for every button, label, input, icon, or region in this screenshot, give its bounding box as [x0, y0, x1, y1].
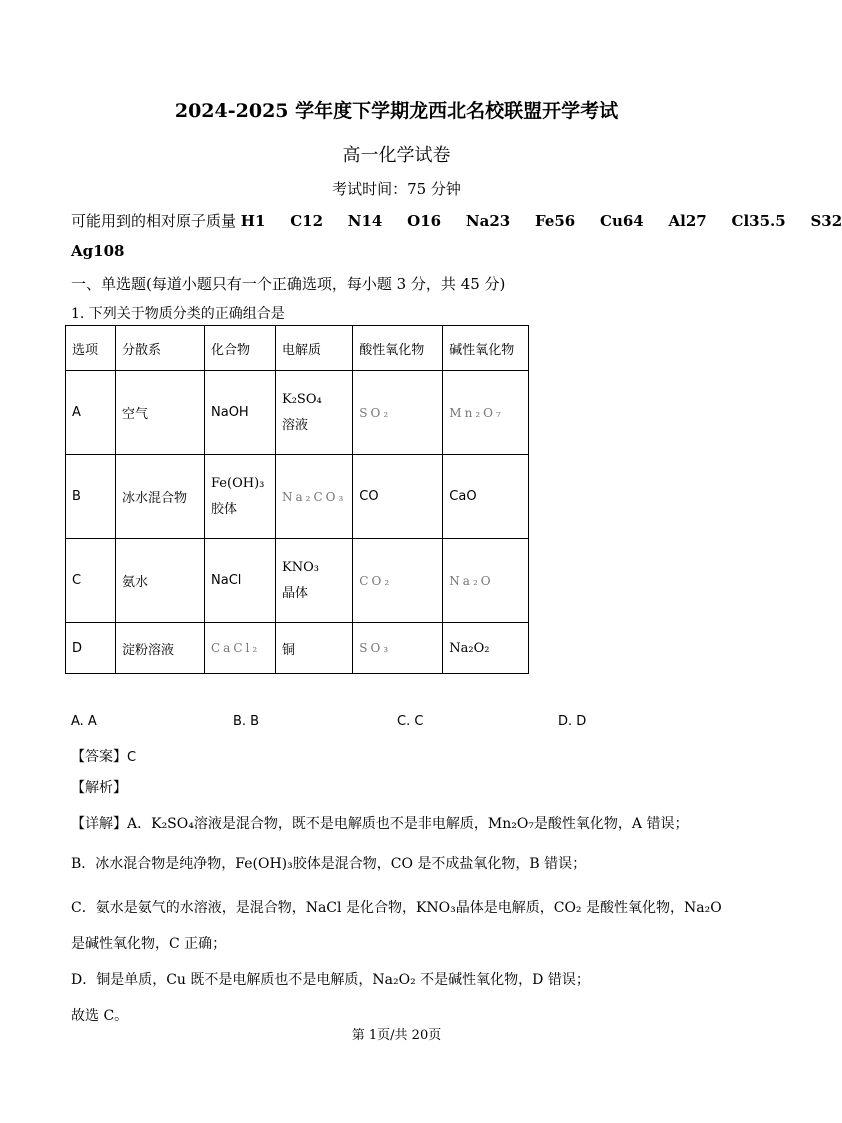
table-row [66, 455, 529, 539]
answer-line [71, 746, 136, 766]
table-cell: SO₃ [353, 623, 443, 674]
exam-title: 2024-2025 学年度下学期龙西北名校联盟开学考试 [174, 100, 619, 122]
detail-line: 是碱性氧化物，C 正确； [71, 936, 227, 952]
question-stem: 1. 下列关于物质分类的正确组合是 [71, 306, 285, 322]
answer-value: C [127, 750, 137, 765]
table-cell: K₂SO₄ 溶液 [276, 371, 353, 455]
atomic-mass: Cu64 [600, 212, 644, 230]
table-cell: D [66, 623, 116, 674]
table-cell: NaOH [205, 371, 276, 455]
table-cell: CO [353, 455, 443, 539]
analysis-tag: 【解析】 [71, 780, 127, 796]
table-cell: 空气 [116, 371, 205, 455]
atomic-mass: Fe56 [534, 212, 576, 230]
option-b: B. B [233, 714, 260, 729]
option-c: C. C [397, 714, 424, 729]
table-row [66, 623, 529, 674]
atomic-mass: Al27 [668, 212, 707, 230]
table-cell: Mn₂O₇ [443, 371, 529, 455]
table-cell: Fe(OH)₃ 胶体 [205, 455, 276, 539]
table-cell: CaCl₂ [205, 623, 276, 674]
atomic-masses-prefix: 可能用到的相对原子质量 [71, 212, 237, 230]
section-heading: 一、单选题(每道小题只有一个正确选项，每小题 3 分，共 45 分) [71, 275, 506, 293]
exam-time: 考试时间：75 分钟 [332, 180, 461, 198]
atomic-mass: Na23 [465, 212, 511, 230]
table-cell: 淀粉溶液 [116, 623, 205, 674]
table-cell: B [66, 455, 116, 539]
answer-tag: 【答案】 [71, 749, 127, 765]
atomic-mass: Cl35.5 [731, 212, 786, 230]
table-header-cell: 碱性氧化物 [443, 326, 529, 371]
table-header-row [66, 326, 529, 371]
table-cell: C [66, 539, 116, 623]
table-cell: Na₂CO₃ [276, 455, 353, 539]
option-d: D. D [558, 714, 587, 729]
atomic-masses-line [71, 210, 842, 231]
detail-line: D．铜是单质，Cu 既不是电解质也不是电解质，Na₂O₂ 不是碱性氧化物，D 错误； [71, 972, 590, 988]
page-footer: 第 1页/共 20页 [351, 1028, 442, 1043]
table-cell: Na₂O [443, 539, 529, 623]
atomic-mass: C12 [290, 212, 323, 230]
table-cell: 铜 [276, 623, 353, 674]
table-header-cell: 化合物 [205, 326, 276, 371]
detail-line: C．氨水是氨气的水溶液，是混合物，NaCl 是化合物，KNO₃晶体是电解质，CO₂ 是酸性氧化物，Na₂O [71, 900, 722, 916]
detail-tag: 【详解】 [71, 816, 127, 832]
table-cell: 冰水混合物 [116, 455, 205, 539]
atomic-mass: N14 [347, 212, 383, 230]
table-row [66, 539, 529, 623]
table-header-cell: 选项 [66, 326, 116, 371]
classification-table [65, 325, 529, 674]
table-cell: NaCl [205, 539, 276, 623]
table-header-cell: 分散系 [116, 326, 205, 371]
detail-line [71, 813, 688, 833]
exam-subtitle: 高一化学试卷 [342, 145, 451, 166]
table-cell: SO₂ [353, 371, 443, 455]
table-cell: 氨水 [116, 539, 205, 623]
detail-line: B．冰水混合物是纯净物，Fe(OH)₃胶体是混合物，CO 是不成盐氧化物，B 错误； [71, 856, 587, 872]
detail-text: A．K₂SO₄溶液是混合物，既不是电解质也不是非电解质，Mn₂O₇是酸性氧化物，A 错误； [127, 816, 689, 832]
table-cell: CaO [443, 455, 529, 539]
atomic-mass: S32 [810, 212, 842, 230]
table-cell: Na₂O₂ [443, 623, 529, 674]
table-header-cell: 酸性氧化物 [353, 326, 443, 371]
table-cell: CO₂ [353, 539, 443, 623]
atomic-masses-cont: Ag108 [71, 242, 125, 260]
atomic-mass: H1 [240, 212, 266, 230]
atomic-mass: O16 [407, 212, 442, 230]
option-a: A. A [71, 714, 97, 729]
table-row [66, 371, 529, 455]
table-cell: KNO₃ 晶体 [276, 539, 353, 623]
detail-line: 故选 C。 [71, 1008, 129, 1024]
answer-options [71, 714, 721, 734]
table-cell: A [66, 371, 116, 455]
table-header-cell: 电解质 [276, 326, 353, 371]
